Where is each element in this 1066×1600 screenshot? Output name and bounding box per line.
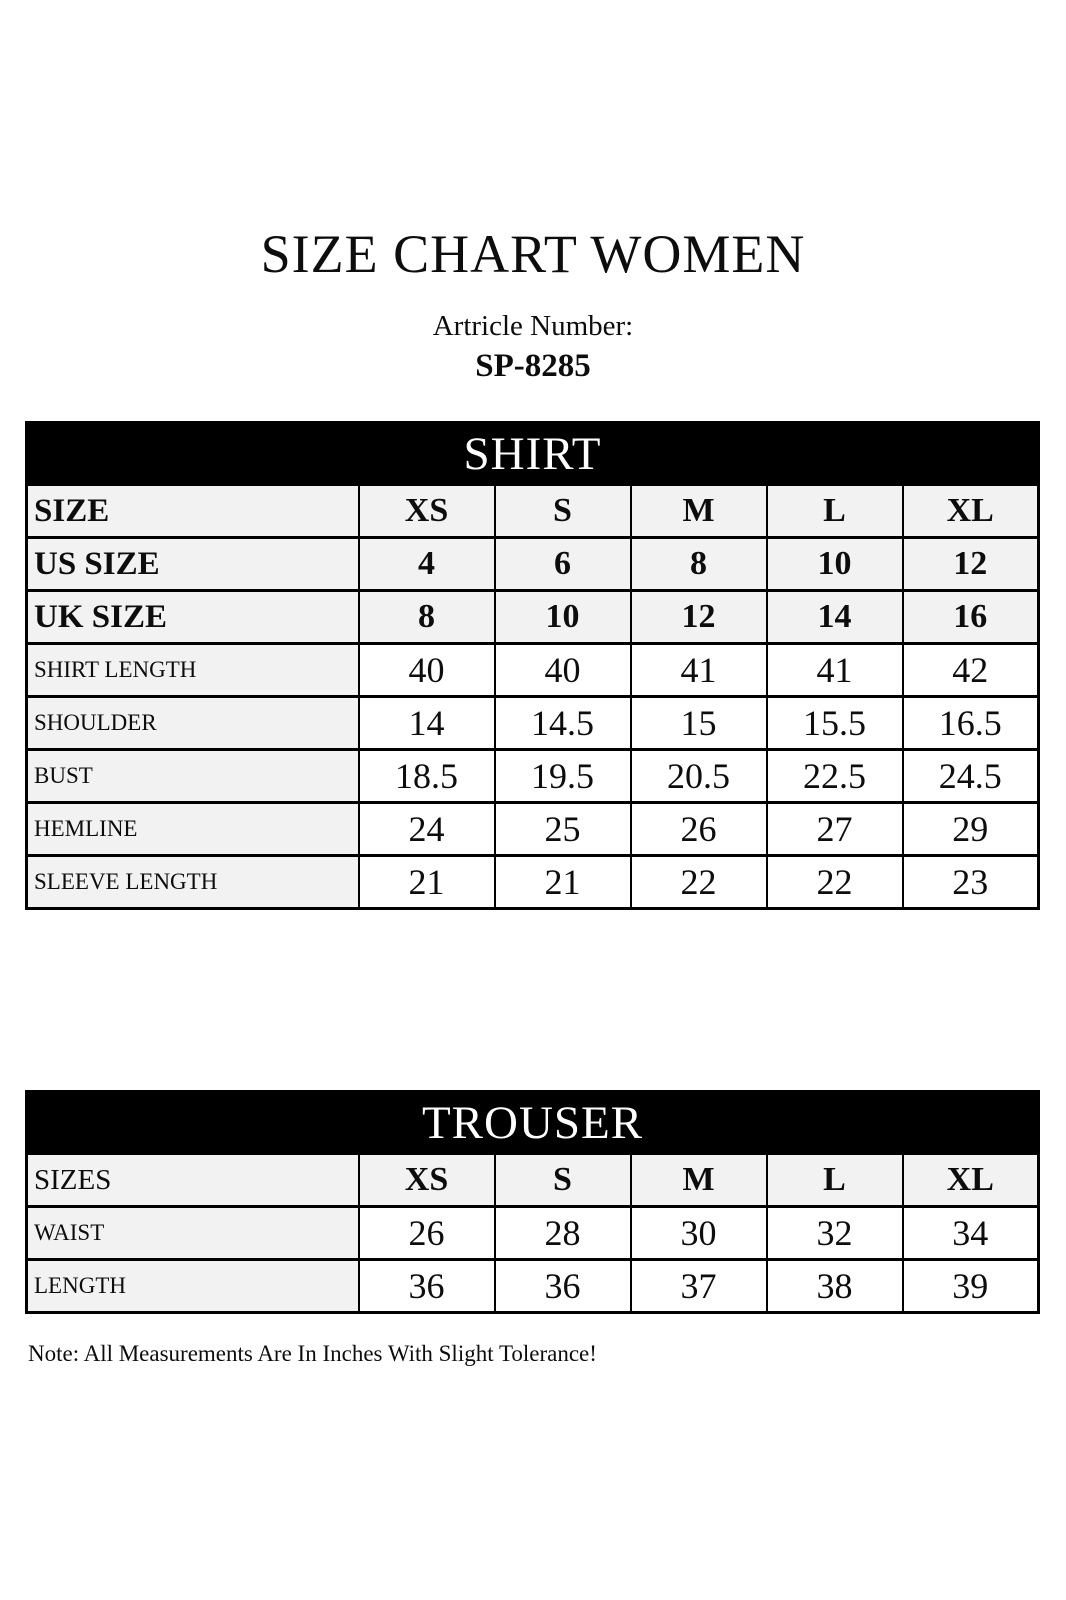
cell-value: 24.5 xyxy=(903,750,1039,803)
table-row xyxy=(27,697,1039,750)
cell-value: L xyxy=(767,485,903,538)
table-row xyxy=(27,591,1039,644)
cell-value: 14.5 xyxy=(495,697,631,750)
cell-value: 29 xyxy=(903,803,1039,856)
row-label: US SIZE xyxy=(27,538,359,591)
row-label: UK SIZE xyxy=(27,591,359,644)
cell-value: 12 xyxy=(903,538,1039,591)
cell-value: 16 xyxy=(903,591,1039,644)
cell-value: 36 xyxy=(359,1260,495,1313)
cell-value: 19.5 xyxy=(495,750,631,803)
cell-value: 28 xyxy=(495,1207,631,1260)
table-row xyxy=(27,856,1039,909)
cell-value: 26 xyxy=(359,1207,495,1260)
cell-value: 23 xyxy=(903,856,1039,909)
cell-value: M xyxy=(631,1154,767,1207)
table-row xyxy=(27,750,1039,803)
row-label: SLEEVE LENGTH xyxy=(27,856,359,909)
measurement-note: Note: All Measurements Are In Inches With Slight Tolerance! xyxy=(28,1341,597,1367)
cell-value: 16.5 xyxy=(903,697,1039,750)
row-label: HEMLINE xyxy=(27,803,359,856)
row-label: SHIRT LENGTH xyxy=(27,644,359,697)
cell-value: 14 xyxy=(767,591,903,644)
trouser-size-table xyxy=(25,1090,1040,1314)
article-number-label: Artricle Number: xyxy=(432,309,634,342)
cell-value: 8 xyxy=(359,591,495,644)
cell-value: 30 xyxy=(631,1207,767,1260)
cell-value: 26 xyxy=(631,803,767,856)
article-number: SP-8285 xyxy=(475,348,591,385)
row-label: SIZE xyxy=(27,485,359,538)
cell-value: 41 xyxy=(631,644,767,697)
cell-value: 27 xyxy=(767,803,903,856)
shirt-size-table xyxy=(25,421,1040,910)
table-row xyxy=(27,1154,1039,1207)
cell-value: XS xyxy=(359,485,495,538)
row-label: WAIST xyxy=(27,1207,359,1260)
cell-value: 41 xyxy=(767,644,903,697)
cell-value: 20.5 xyxy=(631,750,767,803)
cell-value: 40 xyxy=(359,644,495,697)
cell-value: 25 xyxy=(495,803,631,856)
cell-value: 22 xyxy=(631,856,767,909)
cell-value: XL xyxy=(903,1154,1039,1207)
cell-value: 4 xyxy=(359,538,495,591)
cell-value: 21 xyxy=(359,856,495,909)
table-title-row xyxy=(27,1092,1039,1154)
cell-value: XS xyxy=(359,1154,495,1207)
cell-value: M xyxy=(631,485,767,538)
cell-value: 38 xyxy=(767,1260,903,1313)
cell-value: 12 xyxy=(631,591,767,644)
cell-value: 42 xyxy=(903,644,1039,697)
table-row xyxy=(27,538,1039,591)
row-label: SIZES xyxy=(27,1154,359,1207)
table-row xyxy=(27,803,1039,856)
row-label: LENGTH xyxy=(27,1260,359,1313)
table-row xyxy=(27,485,1039,538)
table-title-band: TROUSER xyxy=(27,1092,1039,1154)
cell-value: 32 xyxy=(767,1207,903,1260)
cell-value: 40 xyxy=(495,644,631,697)
cell-value: 21 xyxy=(495,856,631,909)
cell-value: 10 xyxy=(495,591,631,644)
cell-value: L xyxy=(767,1154,903,1207)
cell-value: 15 xyxy=(631,697,767,750)
page-title: SIZE CHART WOMEN xyxy=(260,224,806,284)
cell-value: 14 xyxy=(359,697,495,750)
table-row xyxy=(27,1260,1039,1313)
row-label: SHOULDER xyxy=(27,697,359,750)
cell-value: 37 xyxy=(631,1260,767,1313)
cell-value: 34 xyxy=(903,1207,1039,1260)
table-title-row xyxy=(27,423,1039,485)
cell-value: 39 xyxy=(903,1260,1039,1313)
cell-value: 8 xyxy=(631,538,767,591)
table-title-band: SHIRT xyxy=(27,423,1039,485)
cell-value: 22 xyxy=(767,856,903,909)
cell-value: 6 xyxy=(495,538,631,591)
cell-value: 15.5 xyxy=(767,697,903,750)
table-row xyxy=(27,644,1039,697)
cell-value: 36 xyxy=(495,1260,631,1313)
cell-value: 10 xyxy=(767,538,903,591)
cell-value: S xyxy=(495,485,631,538)
table-row xyxy=(27,1207,1039,1260)
cell-value: 22.5 xyxy=(767,750,903,803)
row-label: BUST xyxy=(27,750,359,803)
cell-value: XL xyxy=(903,485,1039,538)
cell-value: 18.5 xyxy=(359,750,495,803)
cell-value: S xyxy=(495,1154,631,1207)
cell-value: 24 xyxy=(359,803,495,856)
